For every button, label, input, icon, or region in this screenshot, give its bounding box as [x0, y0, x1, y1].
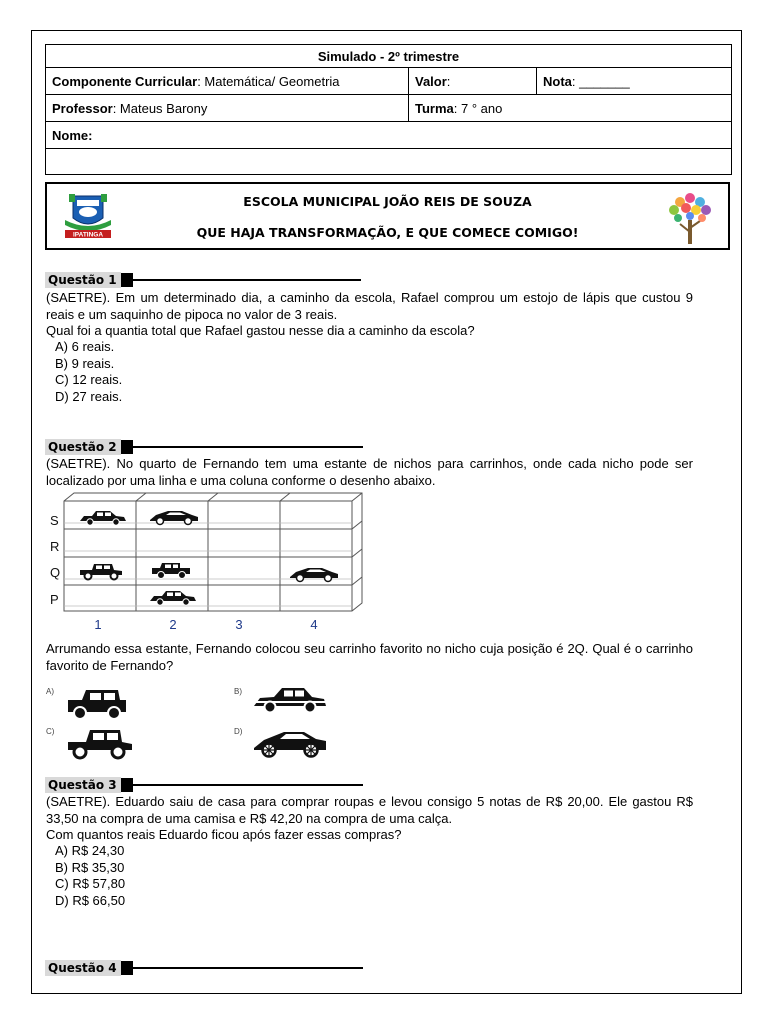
car-choices — [44, 684, 329, 760]
valor-cell[interactable] — [409, 68, 537, 95]
school-motto: QUE HAJA TRANSFORMAÇÃO, E QUE COMECE COMIGO! — [196, 225, 579, 240]
heading-rule — [133, 446, 363, 448]
shelf-col-4: 4 — [310, 617, 318, 631]
question-3-prompt: Com quantos reais Eduardo ficou após fazer essas compras? — [46, 827, 402, 842]
tree-icon — [662, 188, 718, 248]
heading-rule — [133, 967, 363, 969]
valor-value: : — [446, 73, 451, 89]
professor-label: Professor — [52, 100, 113, 116]
question-1-heading — [45, 272, 361, 288]
component-label: Componente Curricular — [52, 73, 198, 89]
choice-a-jeep-icon[interactable] — [68, 690, 126, 719]
question-1-label: Questão 1 — [45, 272, 121, 288]
professor-cell — [46, 95, 409, 122]
option-d[interactable]: D) R$ 66,50 — [55, 892, 126, 908]
blank-row[interactable] — [46, 149, 732, 175]
heading-rule — [133, 784, 363, 786]
nota-label: Nota — [543, 73, 572, 89]
option-c[interactable]: C) R$ 57,80 — [55, 876, 126, 891]
professor-value: : Mateus Barony — [112, 100, 208, 116]
choice-b-label: B) — [234, 687, 242, 696]
shelf-row-s: S — [50, 513, 59, 528]
option-b[interactable]: B) 9 reais. — [55, 355, 115, 371]
turma-value: : 7 ° ano — [453, 100, 503, 116]
shelf-col-1: 1 — [94, 617, 102, 631]
question-3-label: Questão 3 — [45, 777, 121, 793]
car-jeep-icon — [152, 563, 190, 579]
option-a[interactable]: A) R$ 24,30 — [55, 843, 125, 858]
option-a[interactable]: A) 6 reais. — [55, 339, 115, 354]
option-c[interactable]: C) 12 reais. — [55, 372, 123, 387]
heading-rule — [133, 279, 361, 281]
heading-block — [121, 440, 133, 454]
choice-b-sedan-icon[interactable] — [254, 688, 326, 713]
shelf-col-2: 2 — [169, 617, 177, 631]
choice-c-label: C) — [46, 727, 55, 736]
exam-header-table — [45, 44, 732, 175]
question-1-text: (SAETRE). Em um determinado dia, a caminho da escola, Rafael comprou um estojo de lápis que custou 9 reais e um saquinho de pipoca no valor de 3 reais. — [46, 290, 693, 322]
question-4-heading — [45, 960, 363, 976]
choice-d-label: D) — [234, 727, 243, 736]
option-d[interactable]: D) 27 reais. — [55, 388, 123, 404]
component-cell — [46, 68, 409, 95]
turma-cell — [409, 95, 732, 122]
question-3-text: (SAETRE). Eduardo saiu de casa para comprar roupas e levou consigo 5 notas de R$ 20,00. Ele gastou R$ 33,50 na compra de uma camisa e R$ 42,20 na compra de uma calça. — [46, 794, 693, 826]
question-1-prompt: Qual foi a quantia total que Rafael gastou nesse dia a caminho da escola? — [46, 323, 475, 338]
school-name: ESCOLA MUNICIPAL JOÃO REIS DE SOUZA — [243, 194, 532, 209]
shelf-col-3: 3 — [235, 617, 243, 631]
car-classic-icon — [80, 564, 122, 580]
shelf-row-r: R — [50, 539, 60, 554]
shelf-row-q: Q — [50, 565, 61, 580]
car-shelf-diagram — [44, 491, 364, 631]
logo-caption: IPATINGA — [72, 231, 104, 239]
nota-value: : _______ — [571, 73, 630, 89]
choice-d-sport-icon[interactable] — [254, 732, 326, 757]
component-value: : Matemática/ Geometria — [197, 73, 340, 89]
car-sport-icon — [150, 511, 198, 525]
choice-a-label: A) — [46, 687, 54, 696]
question-2-prompt: Arrumando essa estante, Fernando colocou seu carrinho favorito no nicho cuja posição é 2Q. Qual é o carrinho favorito de Fernando? — [46, 641, 693, 673]
car-sport-icon — [290, 568, 338, 582]
turma-label: Turma — [415, 100, 454, 116]
choice-c-classic-icon[interactable] — [68, 730, 132, 758]
nota-cell[interactable] — [537, 68, 732, 95]
question-3-heading — [45, 777, 363, 793]
car-sedan-icon — [150, 591, 196, 605]
nome-label: Nome: — [52, 127, 93, 143]
heading-block — [121, 273, 133, 287]
heading-block — [121, 778, 133, 792]
option-b[interactable]: B) R$ 35,30 — [55, 859, 125, 875]
question-2-label: Questão 2 — [45, 439, 121, 455]
shelf-row-p: P — [50, 592, 59, 607]
valor-label: Valor — [415, 73, 447, 89]
school-banner — [45, 182, 730, 250]
question-1-options — [55, 339, 122, 405]
question-2-heading — [45, 439, 363, 455]
question-2-text: (SAETRE). No quarto de Fernando tem uma estante de nichos para carrinhos, onde cada nicho pode ser localizado por uma linha e uma coluna conforme o desenho abaixo. — [46, 456, 693, 488]
question-3-options — [55, 843, 125, 909]
nome-cell[interactable] — [46, 122, 732, 149]
question-4-label: Questão 4 — [45, 960, 121, 976]
exam-title: Simulado - 2º trimestre — [46, 45, 732, 68]
heading-block — [121, 961, 133, 975]
